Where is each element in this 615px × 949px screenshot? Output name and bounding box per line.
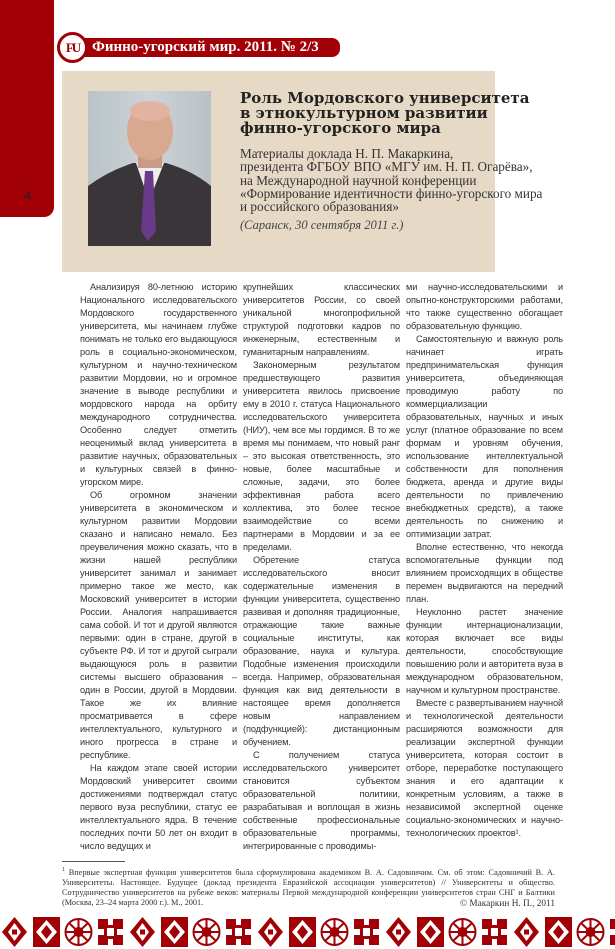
- paragraph: Вполне естественно, что некогда вспомогательные функции под влиянием происходящих в обществе перемен выдвигаются на передний план.: [406, 542, 563, 604]
- ornament-tile: [288, 915, 317, 949]
- author-photo: [88, 91, 211, 246]
- ornament-tile: [0, 915, 29, 949]
- ornament-tile: [608, 915, 615, 949]
- ornament-tile: [256, 915, 285, 949]
- paragraph: Об огромном значении университета в экономическом и культурном развитии Мордовии сказано и написано немало. Без преувеличения можно сказать, что в жизни нашей республики университет занимал и занимает примерно такое же место, как Московский университет в истории России. Аналогия напрашивается сама собой. И тот и другой являются первыми: один в стране, другой в субъекте РФ. И тот и другой сыграли выдающуюся роль в развитии системы высшего образования – один в России, другой в Мордовии. Такое же их влияние просматривается в сфере интеллектуального, культурного и иного прогресса в стране и республике.: [80, 490, 237, 760]
- side-color-bar: [0, 0, 54, 217]
- portrait-image: [88, 91, 211, 246]
- title-line: Роль Мордовского университета: [240, 89, 530, 107]
- paragraph: крупнейших классических университетов России, со своей уникальной многопрофильной структурой подготовки кадров по инженерным, естественным и гуманитарным направлениям.: [243, 282, 400, 357]
- paragraph: На каждом этапе своей истории Мордовский университет своими достижениями подтверждал статус первого вуза республики, статус ее интеллектуального ядра. В течение последних почти 50 лет он входит в число ведущих и: [80, 763, 237, 851]
- footnote-rule: [62, 861, 125, 862]
- footnote-mark: 1: [62, 867, 65, 873]
- copyright: © Макаркин Н. П., 2011: [459, 899, 555, 909]
- ornament-tile: [224, 915, 253, 949]
- article-subtitle: [240, 147, 600, 213]
- journal-logo: FU: [57, 32, 88, 63]
- paragraph: Закономерным результатом предшествующего развития университета явилось присвоение ему в 2010 г. статуса Национального исследовательского университета (НИУ), чем все мы гордимся. В то же время мы понимаем, что новый ранг – это высокая ответственность, это новые, более масштабные и сложные, задачи, это более эффективная работа всего коллектива, это более тесное взаимодействие со всеми партнерами в Мордовии и за ее пределами.: [243, 360, 400, 552]
- title-line: в этнокультурном развитии: [240, 104, 488, 122]
- ornament-tile: [192, 915, 221, 949]
- ornament-tile: [384, 915, 413, 949]
- text-column-3: [406, 281, 563, 840]
- ornament-tile: [352, 915, 381, 949]
- text-column-1: [80, 281, 237, 853]
- ornament-tile: [128, 915, 157, 949]
- ornament-tile: [320, 915, 349, 949]
- ornament-border: [0, 915, 615, 949]
- ornament-tile: [448, 915, 477, 949]
- ornament-tile: [576, 915, 605, 949]
- title-line: финно-угорского мира: [240, 119, 441, 137]
- paragraph: Неуклонно растет значение функции интернационализации, которая включает все виды деятельности, способствующие повышению роли и авторитета вуза в международном образовательном, научном и культурном пространстве.: [406, 607, 563, 695]
- article-title: [240, 91, 580, 136]
- paragraph: Вместе с развертыванием научной и технологической деятельности расширяются возможности для реализации экспертной функции университета, которая состоит в отборе, переработке поступающего знания и его адаптации к конкретным условиям, а также в независимой экспертной оценке социально-экономических и научно-технологических проектов¹.: [406, 698, 563, 838]
- place-date: (Саранск, 30 сентября 2011 г.): [240, 218, 404, 232]
- ornament-tile: [160, 915, 189, 949]
- ornament-tile: [544, 915, 573, 949]
- footnote-text: Впервые экспертная функция университетов была сформулирована академиком В. А. Садовничим. См. об этом: Садовничий В. А. Университеты. Настоящее. Будущее (доклад президента Евразийской ассоциации университетов) // Университеты и общество. Сотрудничество университетов на рубеже веков: материалы Первой международной конференции университетов стран СНГ и Балтики (Москва, 23–24 марта 2000 г.). М., 2001.: [62, 867, 556, 908]
- subtitle-line: президента ФГБОУ ВПО «МГУ им. Н. П. Огарёва»,: [240, 159, 533, 175]
- page-number: 4: [24, 188, 32, 203]
- paragraph: Обретение статуса исследовательского вносит содержательные изменения в функции университета, существенно развивая и дополняя традиционные, отражающие такие важные социальные институты, как образование, наука и культура. Подобные изменения происходили всегда. Например, образовательная функция как вид деятельности в настоящее время дополняется новым направлением (подфункцией): дистанционным обучением.: [243, 555, 400, 747]
- ornament-tile: [96, 915, 125, 949]
- ornament-tile: [480, 915, 509, 949]
- ornament-tile: [416, 915, 445, 949]
- journal-header: Финно-угорский мир. 2011. № 2/3: [72, 38, 340, 57]
- paragraph: С получением статуса исследовательского университет становится субъектом образовательной политики, разрабатывая и воплощая в жизнь собственные профессиональные образовательные программы, интегрированные с проводимы-: [243, 750, 400, 851]
- text-column-2: [243, 281, 400, 853]
- subtitle-line: «Формирование идентичности финно-угорского мира: [240, 185, 543, 201]
- subtitle-line: Материалы доклада Н. П. Макаркина,: [240, 146, 454, 161]
- paragraph: ми научно-исследовательскими и опытно-конструкторскими работами, что также существенно обогащает образовательную функцию.: [406, 282, 563, 331]
- subtitle-line: и российского образования»: [240, 199, 400, 215]
- ornament-tile: [32, 915, 61, 949]
- subtitle-line: на Международной научной конференции: [240, 172, 477, 188]
- ornament-tile: [64, 915, 93, 949]
- ornament-tile: [512, 915, 541, 949]
- paragraph: Самостоятельную и важную роль начинает играть предпринимательская функция университета, объединяющая проводимую работу по коммерциализации образовательных, научных и иных услуг (платное образование по всем формам и уровням обучения, использование интеллектуальной собственности для пополнения бюджета, аренда и другие виды деятельности по привлечению внебюджетных средств), а также деятельность по снижению и оптимизации затрат.: [406, 334, 563, 539]
- paragraph: Анализируя 80-летнюю историю Национального исследовательского Мордовского государственного университета, мы начинаем глубже понимать не только его выдающуюся роль в социально-экономическом, культурном и научно-техническом развитии Мордовии, но и огромное значение в выводе республики и мордовского народа на орбиту международного сотрудничества. Особенно следует отметить неоценимый вклад университета в развитие научных, образовательных и культурных связей в финно-угорском мире.: [80, 282, 237, 487]
